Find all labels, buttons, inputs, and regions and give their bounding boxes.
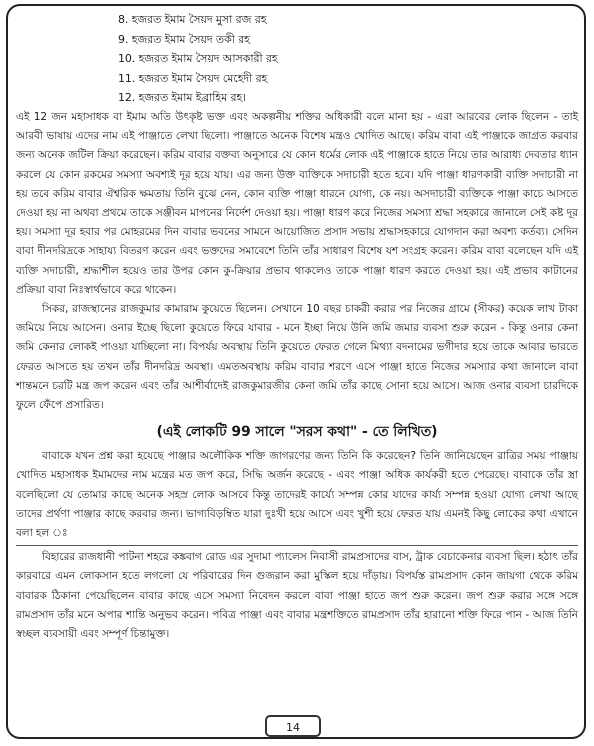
- paragraph-sikar-story: সিকর, রাজস্থানের রাজকুমার কামারাম কুয়েতে ছিলেন। সেখানে 10 বছর চাকরী করার পর নিজের গ্রামে (সীকর) কয়েক লাখ টাকা জমিয়ে নিয়ে আসেন। ওনার ইচ্ছে ছিলো কুয়েতে ফিরে যাবার - মনে ইচ্ছা নিয়ে উনি জমি জমার ব্যবসা শুরু করেন - কিন্তু ওনার কেনা জমি কেনার লোকই পাওয়া যাচ্ছিলো না। বিপর্যয় অবস্থায় তিনি কুয়েতে ফেরত গেলে মিথ্যা বদনামের ভগীদার হয়ে তাকে আবার ভারতে ফেরত আসতে হয় তখন তাঁর দীনদরিদ্র অবস্থা। এমতঅবস্থায় করিম বাবার শরণে এসে পাঞ্জা হাতে নিজের সমস্যার কথা জানালে বাবা শান্তমনে চরটি মন্ত্র জপ করেন এবং তাঁর আশীর্বাদেই রাজকুমারজীর কেনা জমি তাঁর কাছে সোনা হয়ে আসে। আজ ওনার ব্যবসা চারদিকে ফুলে ফেঁপে প্রসারিত।: [16, 303, 578, 412]
- list-item: 10. হজরত ইমাম সৈয়দ আসকারী রহ: [118, 52, 278, 66]
- section-heading: (এই লোকটি 99 সালে "সরস কথা" - তে লিখিত): [156, 424, 438, 441]
- paragraph-baba-interview: বাবাকে যখন প্রশ্ন করা হযেছে পাঞ্জার অলৌকিক শক্তি জাগরণের জন্য তিনি কি করেছেন? তিনি জানিয়েছেন রাত্রির সময় পাঞ্জায় খোদিত মহাসাধক ইমামদের নাম মন্ত্রের মত জপ করে, সিদ্ধি অর্জন করেছে - এবং পাঞ্জা অধিক কার্যকরী হতে পেরেছে। বাবাকে তাঁর স্ত্রা বলেছিলো যে তোমার কাছে অনেক সহস্র লোক আসবে কিন্তু তাদেরই কার্য্যে সম্পন্ন কোর যাদের কার্য্য সম্পন্ন হওয়া যোগ্য লেখা আছে তাদের প্রর্থণা পাঞ্জার কাছে করবার জন্য। ভাগ্যবিড়ম্বিত যারা দুঃখী হয়ে আসে এবং খুশী হয়ে ফেরত যায় এমনই কিছু লোকের কথা এখানে বলা হল ঃ: [16, 450, 578, 540]
- list-item: 8. হজরত ইমাম সৈয়দ মুসা রজ রহ: [118, 13, 267, 26]
- list-item: 12. হজরত ইমাম ইব্রাহিম রহ।: [118, 91, 246, 105]
- divider: [16, 545, 578, 546]
- list-item: 9. হজরত ইমাম সৈয়দ তকী রহ: [118, 32, 250, 46]
- page-content: [16, 10, 578, 644]
- paragraph-panja-description: এই 12 জন মহাসাধক বা ইমাম অতি উৎকৃষ্ট ভক্ত এবং অকল্পনীয় শক্তির অধিকারী বলে মানা হয় - এরা আরবের লোক ছিলেন - তাই আরবী ভাষায় এদের নাম এই পাঞ্জাতে লেখা ছিলো। পাঞ্জাতে অনেক বিশেষ মন্ত্রও খোদিত আছে। করিম বাবা এই পাঞ্জাকে জাগ্রত করবার জন্য অনেক জটিল ক্রিয়া করেছেন। করিম বাবার বক্তব্য অনুসারে যে কোন ধর্মের লোক এই পাঞ্জাকে হাতে নিয়ে তার আরাধ্য দেবতার ধ্যান করলে যে কোন রকমের সমস্যা অবশ্যই দূর হয়ে যায়। এর জন্য উক্ত ব্যক্তিকে সদাচারী হতে হবে। যদি পাঞ্জা ধারণকারী ব্যক্তি সদাচারী না হয় তবে করিম বাবার ঐশ্বরিক ক্ষমতায় তিনি বুঝে নেন, কোন ব্যক্তি পাঞ্জা ধারনে যোগ্য, কে নয়। অসদাচারী ব্যক্তিকে পাঞ্জা কাচে আসতে দেওয়া হয় না অথবা প্রথমে তাকে সঞ্জীবন মাপনের নির্দেশ দেওয়া হয়। পাঞ্জা ধারণ করে নিজের সমস্যা শ্রদ্ধা সহকারে জানালে সেই কষ্ট দূর হয়। সমস্যা দূর হবার পর মোহরমের দিন বাবার ভবনের সামনে আয়োজিত প্রসাদ সভায় শ্রদ্ধাসহকারে যোগদান করা অবশ্য কর্তব্য। সেদিন বাবা দীনদরিদ্রকে সাহায্য বিতরণ করেন এবং ভক্তদের সমাবেশে তিনি তাঁর সাধারণ বিশেষ যশ সংগ্রহ করেন। করিম বাবা বলেছেন যদি এই ব্যক্তি সদাচারী, শ্রদ্ধাশীল হয়েও তার উপর কোন কু-ক্রিয়ার প্রভাব থাকলেও তাকে পাঞ্জা ধারণ করতে দেওয়া হয়। এই প্রভাব কাটানের প্রক্রিয়া বাবা নিঃস্বার্থভাবে করে থাকেন।: [16, 110, 578, 296]
- list-item: 11. হজরত ইমাম সৈয়দ মেহেদী রহ: [118, 71, 268, 85]
- paragraph-patna-story: বিহারের রাজধানী পাটনা শহরে কঙ্কবাগ রোড এর সুদামা প্যালেস নিবাসী রামপ্রসাদের বাস, ট্রাক বেচাকেনার ব্যবসা ছিল। হঠাৎ তাঁর কারবারে এমন লোকসান হতে লগলো যে পরিবারের দিন গুজরান করা মুস্কিল হয়ে দাঁড়ায়। বিপর্যস্ত রামপ্রসাদ কোন জায়গা থেকে করিম বাবারক ঠিকানা পেয়েছিলেন বাবার কাছে এসে সমস্যা নিবেদন করলে বাবা পাঞ্জা হাতে জপ শুরু করেন। জপ শুরু করার সঙ্গে সঙ্গে রামপ্রসাদ তাঁর মনে অপার শান্তি অনুভব করেন। পবিত্র পাঞ্জা এবং বাবার মন্ত্রশক্তিতে রামপ্রসাদ তাঁর হারানো শক্তি ফিরে পান - আজ তিনি স্বচ্ছল ব্যবসায়ী এবং সম্পূর্ণ চিন্তামুক্ত।: [16, 551, 578, 641]
- imam-list: [118, 10, 578, 108]
- page-number: 14: [265, 715, 321, 737]
